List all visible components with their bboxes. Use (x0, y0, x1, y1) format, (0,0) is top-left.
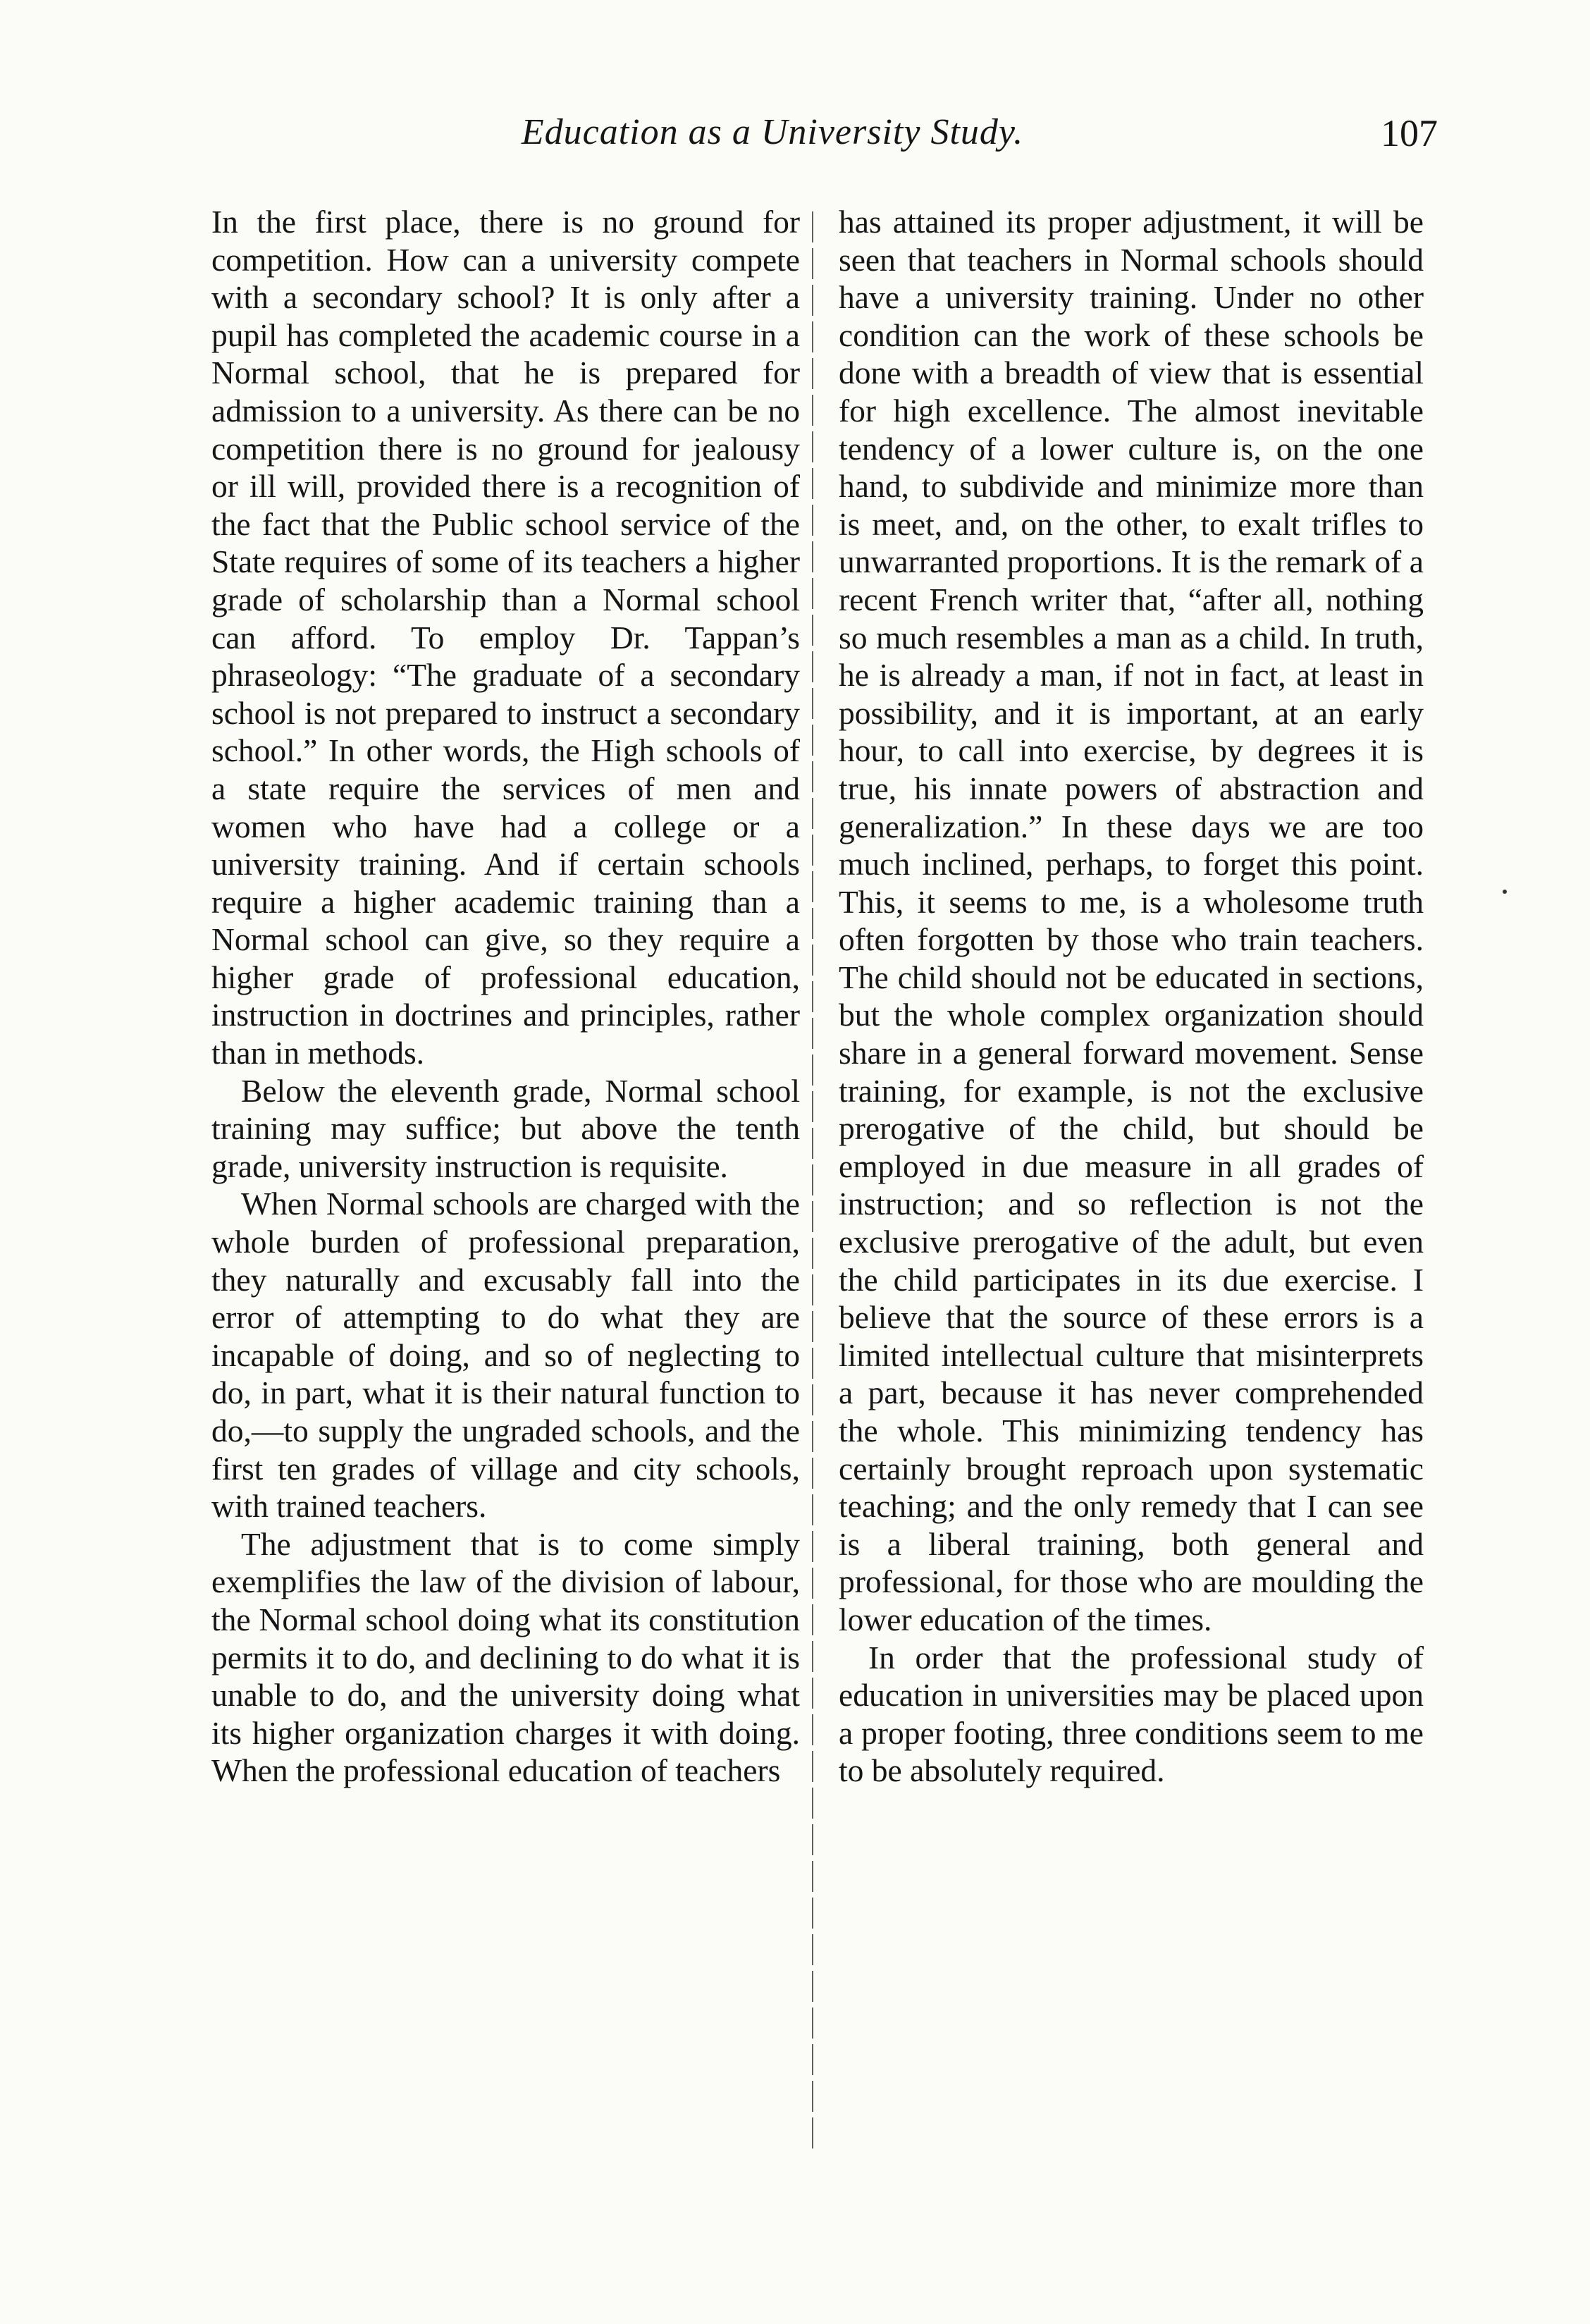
column-divider-rule (812, 211, 813, 2150)
ink-speck (1503, 890, 1507, 894)
left-column (211, 203, 800, 1790)
paragraph: has attained its proper adjustment, it will be seen that teachers in Normal schools should have a university training. Under no other condition can the work of these schools be done with a breadth of view that is essential for high excellence. The almost inevitable tendency of a lower culture is, on the one hand, to subdivide and minimize more than is meet, and, on the other, to exalt trifles to unwarranted proportions. It is the remark of a recent French writer that, “after all, nothing so much resembles a man as a child. In truth, he is already a man, if not in fact, at least in possibility, and it is important, at an early hour, to call into exercise, by degrees it is true, his innate powers of abstraction and generalization.” In these days we are too much inclined, perhaps, to forget this point. This, it seems to me, is a wholesome truth often forgotten by those who train teachers. The child should not be educated in sections, but the whole complex organization should share in a general forward movement. Sense training, for example, is not the exclusive prerogative of the child, but should be employed in due measure in all grades of instruction; and so reflection is not the exclusive prerogative of the adult, but even the child participates in its due exercise. I believe that the source of these errors is a limited intellectual culture that misinterprets a part, because it has never comprehended the whole. This minimizing tendency has certainly brought reproach upon systematic teaching; and the only remedy that I can see is a liberal training, both general and professional, for those who are moulding the lower education of the times. (839, 204, 1424, 1637)
paragraph: In the first place, there is no ground for competition. How can a university compete with a secondary school? It is only after a pupil has completed the academic course in a Normal school, that he is prepared for admission to a university. As there can be no competition there is no ground for jealousy or ill will, provided there is a recognition of the fact that the Public school service of the State requires of some of its teachers a higher grade of scholarship than a Normal school can afford. To employ Dr. Tappan’s phraseology: “The graduate of a secondary school is not prepared to instruct a secondary school.” In other words, the High schools of a state require the services of men and women who have had a college or a university training. And if certain schools require a higher academic training than a Normal school can give, so they require a higher grade of professional education, instruction in doctrines and principles, rather than in methods. (211, 204, 800, 1071)
page-number: 107 (1381, 112, 1438, 154)
paragraph: In order that the professional study of education in universities may be placed upon a proper footing, three conditions seem to me to be absolutely required. (839, 1639, 1424, 1789)
right-column (839, 203, 1424, 1790)
paragraph: The adjustment that is to come simply exemplifies the law of the division of labour, the Normal school doing what its constitution permits it to do, and declining to do what it is unable to do, and the university doing what its higher organization charges it with doing. When the professional education of teachers (211, 1525, 800, 1789)
running-head (0, 111, 1590, 168)
running-title: Education as a University Study. (521, 112, 1024, 152)
paragraph: When Normal schools are charged with the whole burden of professional preparation, they naturally and excusably fall into the error of attempting to do what they are incapable of doing, and so of neglecting to do, in part, what it is their natural function to do,—to supply the ungraded schools, and the first ten grades of village and city schools, with trained teachers. (211, 1186, 800, 1525)
paragraph: Below the eleventh grade, Normal school training may suffice; but above the tenth grade, university instruction is requisite. (211, 1072, 800, 1184)
